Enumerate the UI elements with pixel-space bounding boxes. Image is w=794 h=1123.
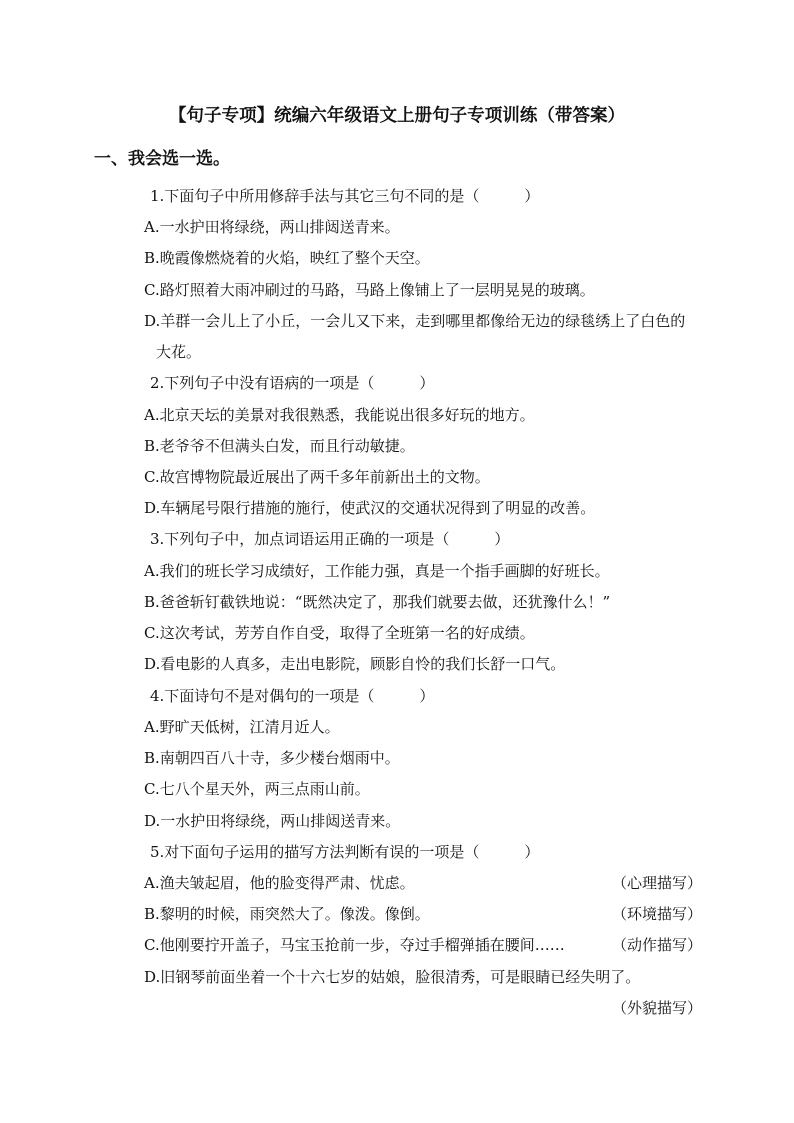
question-1-option-d-continuation: 大花。 <box>156 343 202 361</box>
question-3-option-c: C.这次考试，芳芳自作自受，取得了全班第一名的好成绩。 <box>144 624 535 642</box>
document-title: 【句子专项】统编六年级语文上册句子专项训练（带答案） <box>168 106 626 126</box>
question-4-option-c: C.七八个星天外，两三点雨山前。 <box>144 780 370 798</box>
question-2-stem: 2.下列句子中没有语病的一项是（ ） <box>150 374 435 392</box>
question-2-option-b: B.老爷爷不但满头白发，而且行动敏捷。 <box>144 437 415 455</box>
question-1-option-b: B.晚霞像燃烧着的火焰，映红了整个天空。 <box>144 249 430 267</box>
question-5-option-c: C.他刚要拧开盖子，马宝玉抢前一步，夺过手榴弹插在腰间…… <box>144 936 565 954</box>
question-4-stem: 4.下面诗句不是对偶句的一项是（ ） <box>150 687 435 705</box>
question-1-option-a: A.一水护田将绿绕，两山排闼送青来。 <box>144 218 400 236</box>
question-2-option-d: D.车辆尾号限行措施的施行，使武汉的交通状况得到了明显的改善。 <box>144 499 596 517</box>
question-1-option-d: D.羊群一会儿上了小丘，一会儿又下来，走到哪里都像给无边的绿毯绣上了白色的 <box>144 312 686 330</box>
question-3-option-d: D.看电影的人真多，走出电影院，顾影自怜的我们长舒一口气。 <box>144 655 566 673</box>
question-4-option-b: B.南朝四百八十寺，多少楼台烟雨中。 <box>144 749 400 767</box>
question-5-option-b-note: （环境描写） <box>611 905 702 923</box>
question-5-stem: 5.对下面句子运用的描写方法判断有误的一项是（ ） <box>150 843 540 861</box>
question-1-option-c: C.路灯照着大雨冲刷过的马路，马路上像铺上了一层明晃晃的玻璃。 <box>144 281 595 299</box>
question-4-option-a: A.野旷天低树，江清月近人。 <box>144 718 340 736</box>
question-5-option-a: A.渔夫皱起眉，他的脸变得严肃、忧虑。 <box>144 874 415 892</box>
question-5-option-a-note: （心理描写） <box>611 874 702 892</box>
question-3-stem: 3.下列句子中，加点词语运用正确的一项是（ ） <box>150 530 510 548</box>
question-2-option-a: A.北京天坛的美景对我很熟悉，我能说出很多好玩的地方。 <box>144 406 535 424</box>
question-3-option-a: A.我们的班长学习成绩好，工作能力强，真是一个指手画脚的好班长。 <box>144 562 610 580</box>
question-2-option-c: C.故宫博物院最近展出了两千多年前新出土的文物。 <box>144 468 490 486</box>
question-5-option-d-note: （外貌描写） <box>611 999 702 1017</box>
section-heading: 一、我会选一选。 <box>94 149 230 169</box>
question-5-option-b: B.黎明的时候，雨突然大了。像泼。像倒。 <box>144 905 430 923</box>
question-1-stem: 1.下面句子中所用修辞手法与其它三句不同的是（ ） <box>150 187 540 205</box>
question-5-option-d: D.旧钢琴前面坐着一个十六七岁的姑娘，脸很清秀，可是眼睛已经失明了。 <box>144 968 641 986</box>
question-4-option-d: D.一水护田将绿绕，两山排闼送青来。 <box>144 812 401 830</box>
question-3-option-b: B.爸爸斩钉截铁地说：“既然决定了，那我们就要去做，还犹豫什么！” <box>144 593 611 611</box>
question-5-option-c-note: （动作描写） <box>611 936 702 954</box>
